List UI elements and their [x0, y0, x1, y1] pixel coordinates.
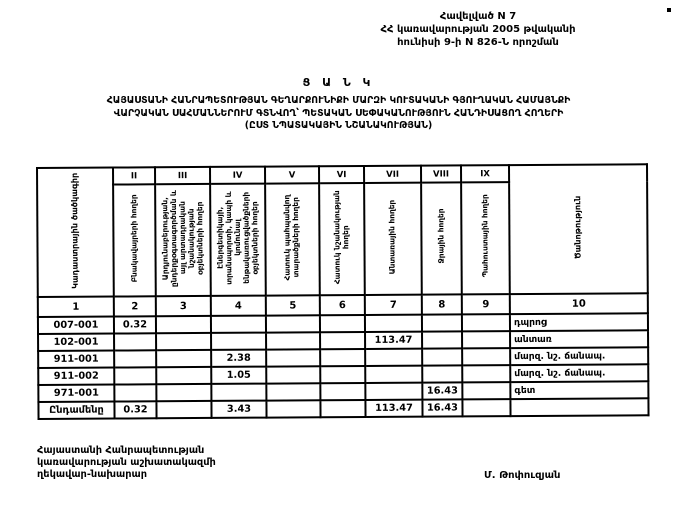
value-cell [266, 366, 320, 383]
category-header-label: Հատուկ նշանակության հողեր [331, 190, 351, 285]
column-number-cell: 1 [38, 297, 114, 317]
category-header-label: Անտառային հողեր [387, 199, 397, 275]
roman-numeral-row [37, 164, 647, 185]
category-header-cell [155, 184, 211, 296]
value-cell: 2.38 [211, 350, 266, 367]
title-line-1: ՀԱՅԱՍՏԱՆԻ ՀԱՆՐԱՊԵՏՈՒԹՅԱՆ ԳԵՂԱՐՔՈՒՆԻՔԻ ՄԱՐԶԻ ԿՈՒՏԱԿԱՆԻ ԳՅՈՒՂԱԿԱՆ ՀԱՄԱՅՆՔԻ [106, 95, 571, 106]
category-header-cell [265, 183, 320, 295]
category-header-cell [319, 183, 365, 295]
category-header-label: Արդյունաբերության, ընդերքօգտագործման և այլ արտադրական նշանակության օբյեկտների հողեր [159, 189, 205, 287]
value-cell [266, 332, 320, 349]
value-cell [320, 400, 365, 417]
value-cell [114, 333, 156, 350]
value-cell [320, 349, 365, 366]
value-cell [156, 367, 211, 384]
column-number-cell: 5 [266, 295, 320, 315]
value-cell [320, 383, 365, 400]
value-cell [266, 315, 320, 332]
roman-numeral-cell: VI [319, 166, 364, 183]
remarks-header-cell [509, 164, 648, 294]
roman-numeral-cell: IV [210, 167, 265, 184]
remark-cell: դպրոց [510, 313, 648, 331]
value-cell: 1.05 [211, 367, 266, 384]
value-cell: 0.32 [114, 316, 156, 333]
scan-artifact-dot [667, 8, 671, 12]
appendix-line-3: հունիսի 9-ի N 826-Ն որոշման [397, 36, 559, 48]
roman-numeral-cell: II [113, 167, 155, 184]
document-title [0, 95, 677, 133]
column-number-cell: 6 [320, 295, 365, 315]
remark-cell: մարզ. նշ. ճանապ. [510, 364, 648, 382]
value-cell [211, 316, 266, 333]
value-cell: 113.47 [365, 332, 422, 349]
value-cell [462, 314, 510, 331]
value-cell: 16.43 [422, 399, 462, 416]
value-cell [156, 333, 211, 350]
signatory-block [37, 445, 216, 481]
value-cell [266, 400, 320, 417]
category-header-label: Բնակավայրերի հողեր [128, 194, 139, 283]
category-header-label: Հատուկ պահպանվող տարածքների հողեր [282, 194, 301, 281]
value-cell [462, 365, 510, 382]
value-cell [114, 384, 156, 401]
value-cell [114, 350, 156, 367]
cadastral-code-cell: 971-001 [38, 385, 114, 402]
cadastral-code-header-label: Կադաստրային ծածկագիր [69, 172, 80, 289]
remark-cell: մարզ. նշ. ճանապ. [510, 347, 648, 365]
remarks-header-label: Ծանոթություն [572, 196, 583, 260]
value-cell [114, 367, 156, 384]
value-cell [211, 333, 266, 350]
value-cell [422, 314, 462, 331]
roman-numeral-cell: IX [461, 165, 509, 182]
roman-numeral-cell: VII [364, 166, 421, 183]
value-cell [156, 401, 211, 418]
appendix-reference [342, 11, 614, 49]
value-cell [422, 348, 462, 365]
column-number-cell: 4 [211, 296, 266, 316]
list-heading: Ց Ա Ն Կ [302, 76, 375, 89]
roman-numeral-cell: VIII [421, 165, 461, 182]
value-cell: 3.43 [211, 401, 266, 418]
value-cell: 0.32 [114, 401, 156, 418]
value-cell [156, 350, 211, 367]
category-header-label: Պահուստային հողեր [479, 194, 490, 278]
value-cell [266, 349, 320, 366]
value-cell [266, 383, 320, 400]
value-cell [211, 384, 266, 401]
value-cell [462, 331, 510, 348]
cadastral-code-cell: 911-001 [38, 351, 114, 368]
cadastral-code-cell: 911-002 [38, 368, 114, 385]
value-cell [320, 332, 365, 349]
value-cell [320, 315, 365, 332]
total-label-cell: Ընդամենը [38, 402, 114, 419]
roman-numeral-cell: V [265, 166, 319, 183]
value-cell [365, 366, 422, 383]
column-number-cell: 3 [156, 296, 211, 316]
value-cell [462, 382, 510, 399]
value-cell [365, 349, 422, 366]
title-line-2: ՎԱՐՉԱԿԱՆ ՍԱՀՄԱՆՆԵՐՈՒՄ ԳՏՆՎՈՂ՝ ՊԵՏԱԿԱՆ ՍԵՓԱԿԱՆՈՒԹՅՈՒՆ ՀԱՆԴԻՍԱՑՈՂ ՀՈՂԵՐԻ [113, 107, 564, 119]
value-cell: 16.43 [422, 382, 462, 399]
remark-cell: անտառ [510, 330, 648, 348]
value-cell [320, 366, 365, 383]
signatory-line-3: ղեկավար-նախարար [37, 468, 148, 480]
category-header-cell [461, 182, 510, 294]
category-header-cell [421, 182, 462, 294]
value-cell [365, 315, 422, 332]
value-cell [422, 331, 462, 348]
value-cell [462, 348, 510, 365]
column-number-cell: 2 [114, 296, 156, 316]
value-cell [422, 365, 462, 382]
signature-name: Մ. Թոփուզյան [484, 470, 561, 481]
value-cell [156, 384, 211, 401]
remark-cell: գետ [510, 381, 648, 399]
value-cell [462, 399, 510, 416]
appendix-line-1: Հավելված N 7 [439, 11, 517, 22]
column-number-cell: 9 [462, 294, 510, 314]
land-categories-table [36, 163, 650, 420]
category-header-label: Էներգետիկայի, տրանսպորտի, կապի և կոմունալ ենթակառուցվածքների օբյեկտների հողեր [214, 191, 260, 285]
category-header-cell [364, 183, 422, 295]
value-cell [365, 383, 422, 400]
cadastral-code-header-cell [37, 168, 114, 297]
category-header-cell [113, 184, 156, 296]
category-header-label: Ջրային հողեր [435, 208, 446, 265]
column-number-cell: 7 [365, 295, 422, 315]
column-number-cell: 8 [422, 294, 462, 314]
value-cell: 113.47 [365, 400, 422, 417]
signatory-line-1: Հայաստանի Հանրապետության [37, 445, 205, 456]
roman-numeral-cell: III [155, 167, 210, 184]
category-header-cell [210, 184, 266, 296]
land-table-wrapper [36, 163, 650, 420]
cadastral-code-cell: 102-001 [38, 334, 114, 351]
column-number-cell: 10 [510, 293, 648, 314]
appendix-line-2: ՀՀ կառավարության 2005 թվականի [380, 23, 576, 35]
signatory-line-2: կառավարության աշխատակազմի [37, 456, 216, 468]
cadastral-code-cell: 007-001 [38, 317, 114, 334]
title-line-3: (ԸՍՏ ՆՊԱՏԱԿԱՅԻՆ ՆՇԱՆԱԿՈՒԹՅԱՆ) [244, 120, 433, 132]
total-row [38, 398, 648, 419]
value-cell [156, 316, 211, 333]
remark-cell [510, 398, 648, 416]
